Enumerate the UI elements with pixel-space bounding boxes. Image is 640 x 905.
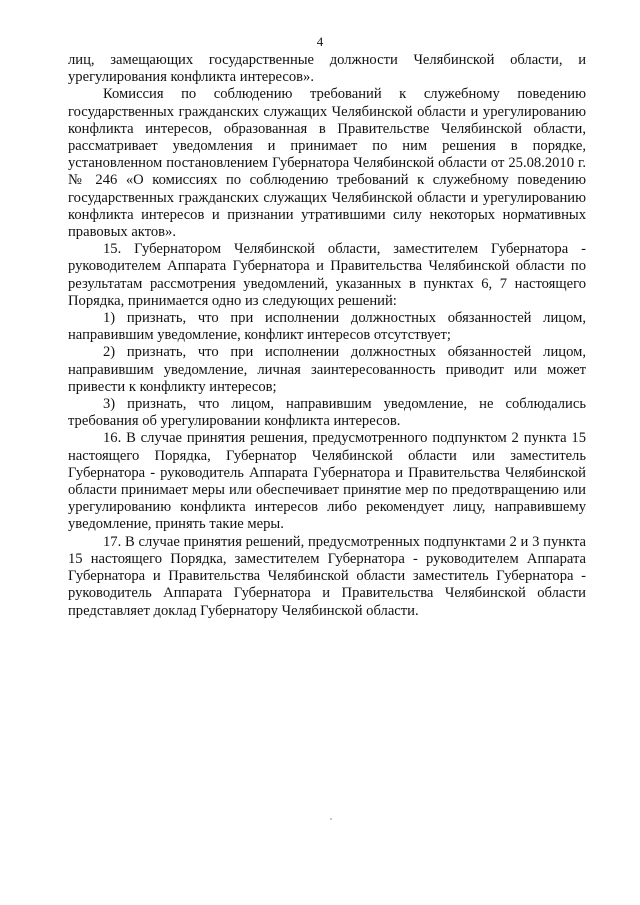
- page-number: 4: [316, 34, 324, 49]
- document-body: [68, 52, 586, 620]
- paragraph-item-16: 16. В случае принятия решения, предусмотренного подпунктом 2 пункта 15 настоящего Порядка, Губернатор Челябинской области или заместитель Губернатора - руководитель Аппарата Губернатора и Правительства Челябинской области принимает меры или обеспечивает принятие мер по предотвращению или урегулированию конфликта интересов либо рекомендует лицу, направившему уведомление, принять такие меры.: [68, 430, 586, 533]
- paragraph-item-17: 17. В случае принятия решений, предусмотренных подпунктами 2 и 3 пункта 15 настоящего Порядка, заместителем Губернатора - руководителем Аппарата Губернатора и Правительства Челябинской области заместитель Губернатора - руководитель Аппарата Губернатора и Правительства Челябинской области представляет доклад Губернатору Челябинской области.: [68, 533, 586, 619]
- paragraph-item-15: 15. Губернатором Челябинской области, заместителем Губернатора - руководителем Аппарата Губернатора и Правительства Челябинской области по результатам рассмотрения уведомлений, указанных в пунктах 6, 7 настоящего Порядка, принимается одно из следующих решений:: [68, 241, 586, 309]
- paragraph-decision-1: 1) признать, что при исполнении должностных обязанностей лицом, направившим уведомление, конфликт интересов отсутствует;: [68, 310, 586, 344]
- scan-speck: [330, 818, 332, 820]
- paragraph-commission: Комиссия по соблюдению требований к служебному поведению государственных гражданских служащих Челябинской области и урегулированию конфликта интересов, образованная в Правительстве Челябинской области, рассматривает уведомления и принимает по ним решения в порядке, установленном постановлением Губернатора Челябинской области от 25.08.2010 г. № 246 «О комиссиях по соблюдению требований к служебному поведению государственных гражданских служащих Челябинской области и урегулированию конфликта интересов и признании утратившими силу некоторых нормативных правовых актов».: [68, 86, 586, 241]
- paragraph-intro-continuation: лиц, замещающих государственные должности Челябинской области, и урегулирования конфликта интересов».: [68, 52, 586, 86]
- paragraph-decision-2: 2) признать, что при исполнении должностных обязанностей лицом, направившим уведомление, личная заинтересованность приводит или может привести к конфликту интересов;: [68, 344, 586, 395]
- paragraph-decision-3: 3) признать, что лицом, направившим уведомление, не соблюдались требования об урегулировании конфликта интересов.: [68, 396, 586, 430]
